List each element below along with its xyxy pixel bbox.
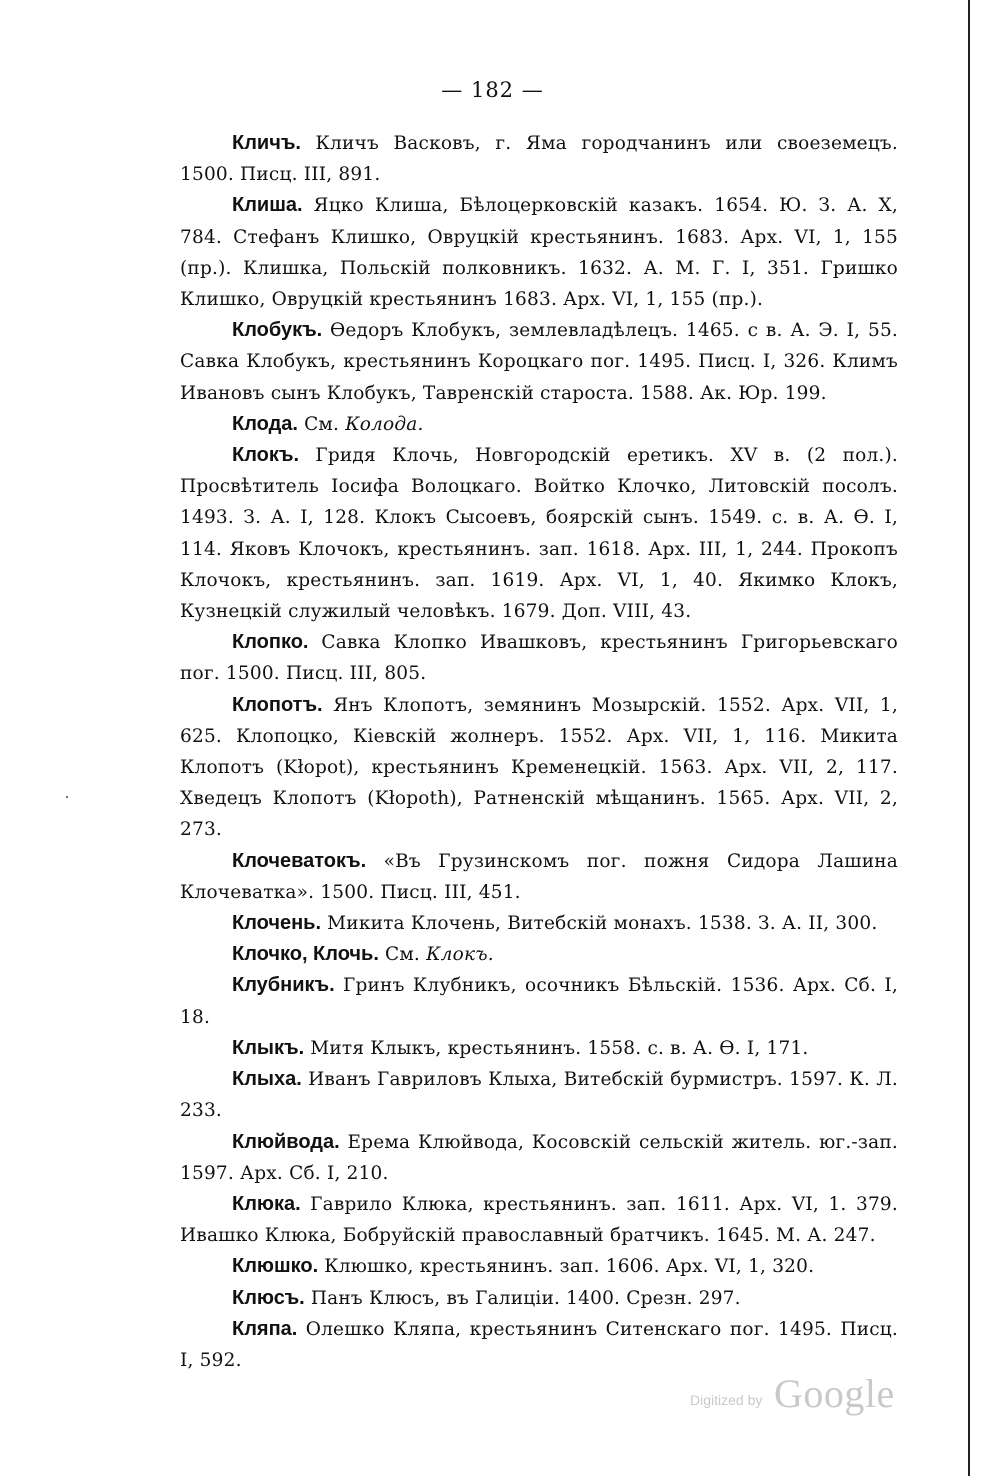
entry [180,627,898,689]
entry-text: Панъ Клюсъ, въ Галиціи. 1400. Срезн. 297. [310,1287,741,1309]
headword: Клопко. [232,631,309,654]
entry [180,908,898,939]
entry [180,190,898,315]
headword: Кляпа. [232,1317,298,1340]
entry-text: Иванъ Гавриловъ Клыха, Витебскій бурмистръ. 1597. К. Л. 233. [180,1069,898,1122]
entry [180,1064,898,1126]
entry [180,409,898,440]
entry [180,690,898,846]
entry [180,970,898,1032]
entry [180,846,898,908]
headword: Клыкъ. [232,1036,305,1059]
headword: Клюсъ. [232,1286,305,1309]
headword: Клыха. [232,1068,302,1091]
headword: Клочко, Клочь. [232,943,379,966]
entry-text: Гридя Клочь, Новгородскій еретикъ. XV в. (2 пол.). Просвѣтитель Іосифа Волоцкаго. Войтко Клочко, Литовскій посолъ. 1493. З. А. I, 128. Клокъ Сысоевъ, боярскій сынъ. 1549. с. в. А. Ѳ. I, 114. Яковъ Клочокъ, крестьянинъ. зап. 1618. Арх. III, 1, 244. Прокопъ Клочокъ, крестьянинъ. зап. 1619. Арх. VI, 1, 40. Якимко Клокъ, Кузнецкій служилый человѣкъ. 1679. Доп. VIII, 43. [180,445,898,623]
entry [180,128,898,190]
headword: Клочеватокъ. [232,849,367,872]
cross-reference: Клокъ. [426,944,494,966]
entry-text: Савка Клопко Ивашковъ, крестьянинъ Григорьевскаго пог. 1500. Писц. III, 805. [180,632,898,685]
headword: Клюка. [232,1192,301,1215]
entry-text: Клюшко, крестьянинъ. зап. 1606. Арх. VI, 1, 320. [324,1256,815,1278]
entry-text: Митя Клыкъ, крестьянинъ. 1558. с. в. А. Ѳ. I, 171. [310,1037,809,1059]
page-number: — 182 — [441,78,544,102]
headword: Кличъ. [232,132,301,154]
dictionary-entries [180,128,898,1376]
entry [180,1283,898,1314]
headword: Клюшко. [232,1255,319,1278]
digitized-by-google-watermark [690,1371,900,1416]
cross-reference: Колода. [345,413,424,435]
entry-text: Ерема Клюйвода, Косовскій сельскій житель. юг.-зап. 1597. Арх. Сб. I, 210. [180,1131,898,1184]
headword: Клубникъ. [232,974,335,997]
headword: Клода. [232,412,298,435]
entry-text: «Въ Грузинскомъ пог. пожня Сидора Лашина Клочеватка». 1500. Писц. III, 451. [180,850,898,903]
entry [180,315,898,409]
watermark-prefix: Digitized by [690,1392,763,1408]
entry [180,1127,898,1189]
entry-text: Олешко Кляпа, крестьянинъ Ситенскаго пог. 1495. Писц. I, 592. [180,1318,898,1371]
entry [180,939,898,970]
entry-text: Яцко Клиша, Бѣлоцерковскій казакъ. 1654. Ю. З. А. X, 784. Стефанъ Клишко, Овруцкій крестьянинъ. 1683. Арх. VI, 1, 155 (пр.). Клишка, Польскій полковникъ. 1632. А. М. Г. I, 351. Гришко Клишко, Овруцкій крестьянинъ 1683. Арх. VI, 1, 155 (пр.). [180,195,898,311]
entry [180,1314,898,1376]
entry-text: Микита Клочень, Витебскій монахъ. 1538. З. А. II, 300. [327,913,878,935]
headword: Клиша. [232,194,303,217]
entry-text: Гринъ Клубникъ, осочникъ Бѣльскій. 1536. Арх. Сб. I, 18. [180,975,898,1028]
headword: Клочень. [232,912,322,935]
entry-text: См. [384,944,421,966]
headword: Клопотъ. [232,693,323,716]
entry [180,1033,898,1064]
headword: Клобукъ. [232,319,323,342]
entry-text: Кличъ Васковъ, г. Яма городчанинъ или своеземецъ. 1500. Писц. III, 891. [180,133,898,186]
entry-text: См. [304,413,340,435]
headword: Клокъ. [232,444,300,467]
entry [180,1251,898,1282]
entry [180,1189,898,1251]
headword: Клюйвода. [232,1130,340,1153]
entry-text: Ѳедоръ Клобукъ, землевладѣлецъ. 1465. с в. А. Э. I, 55. Савка Клобукъ, крестьянинъ Короцкаго пог. 1495. Писц. I, 326. Климъ Ивановъ сынъ Клобукъ, Тавренскій староста. 1588. Ак. Юр. 199. [180,320,898,404]
entry [180,440,898,627]
google-logo: Google [774,1371,895,1416]
scan-speck [66,796,68,798]
page-edge-line [968,0,970,1476]
entry-text: Гаврило Клюка, крестьянинъ. зап. 1611. Арх. VI, 1. 379. Ивашко Клюка, Бобруйскій православный братчикъ. 1645. М. А. 247. [180,1193,898,1247]
entry-text: Янъ Клопотъ, земянинъ Мозырскій. 1552. Арх. VII, 1, 625. Клопоцко, Кіевскій жолнеръ. 1552. Арх. VII, 1, 116. Микита Клопотъ (Kłopot), крестьянинъ Кременецкій. 1563. Арх. VII, 2, 117. Хведецъ Клопотъ (Kłopoth), Ратненскій мѣщанинъ. 1565. Арх. VII, 2, 273. [180,694,898,841]
